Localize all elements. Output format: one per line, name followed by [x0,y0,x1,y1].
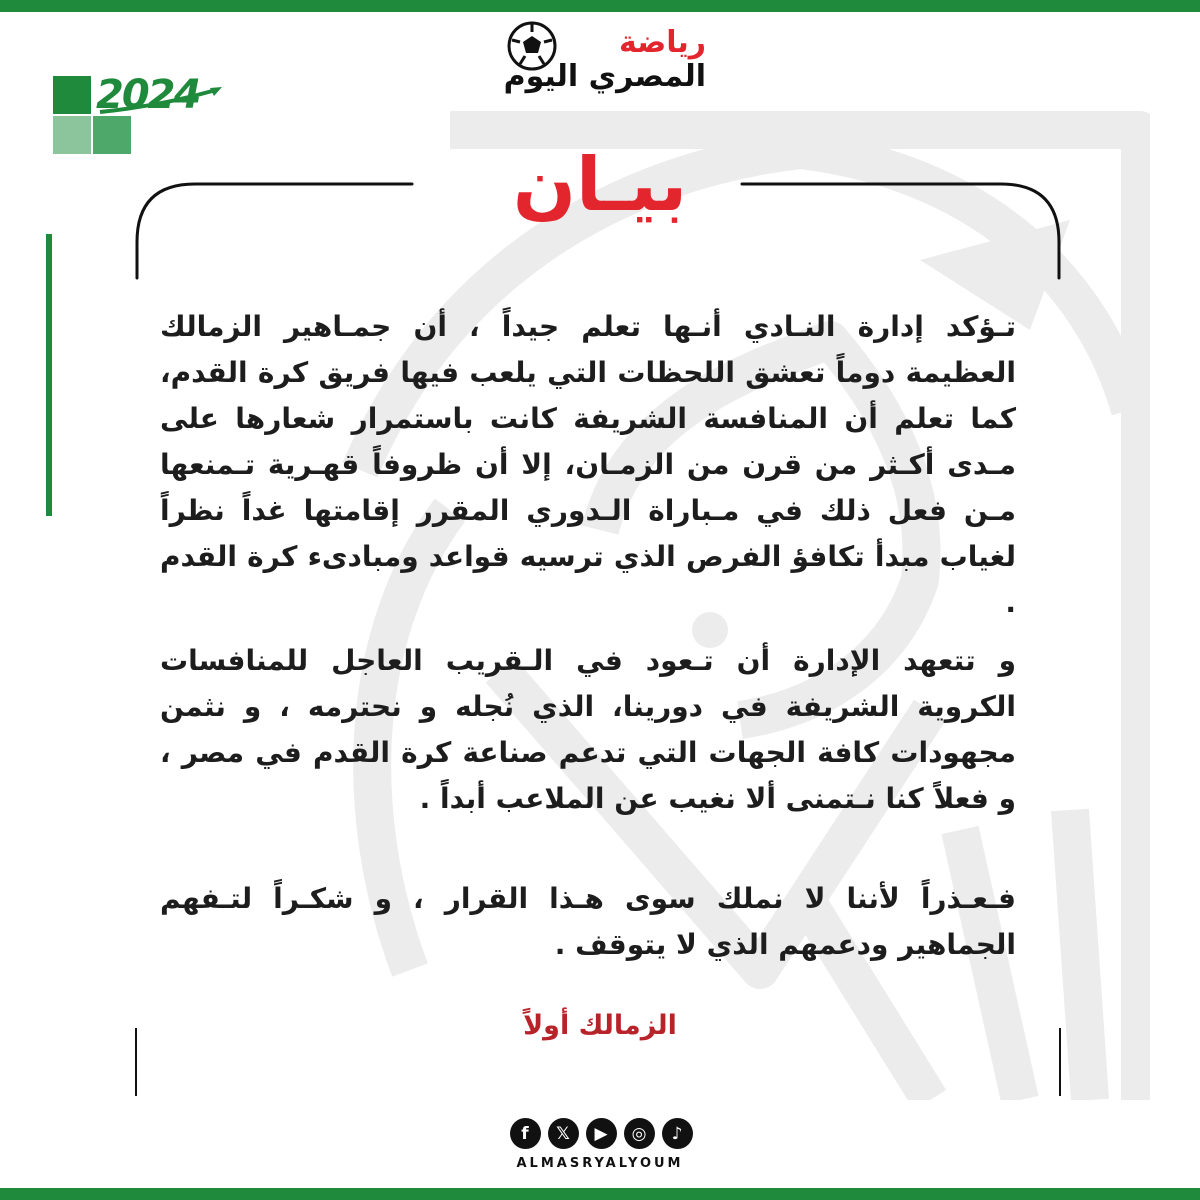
brand-logo [490,20,710,100]
year-2024-logo [50,72,230,162]
statement-paragraph-2: و تتعهد الإدارة أن تـعود في الـقريب العاجل للمنافسات الكروية الشريفة في دورينا، الذي نُجله و نحترمه ، و نثمن مجهودات كافة الجهات التي تدعم صناعة كرة القدم في مصر ، و فعلاً كنا نـتمنى ألا نغيب عن الملاعب أبداً . [160,644,1016,815]
website-name: ALMASRYALYOUM [516,1156,684,1171]
bottom-green-bar [0,1188,1200,1200]
social-icons [506,1118,696,1150]
statement-paragraph-3: فـعـذراً لأننا لا نملك سوى هـذا القرار ، و شكـراً لتـفهم الجماهير ودعمهم الذي لا يتوقف . [160,882,1016,961]
top-green-bar [0,0,1200,12]
left-green-accent [46,234,52,516]
x-icon[interactable]: 𝕏 [548,1118,579,1149]
tiktok-icon[interactable]: ♪ [662,1118,693,1149]
youtube-icon[interactable]: ▶ [586,1118,617,1149]
signature: الزمالك أولاً [523,1010,677,1041]
brand-line-2: المصري اليوم [503,59,706,94]
facebook-icon[interactable]: f [510,1118,541,1149]
instagram-icon[interactable]: ◎ [624,1118,655,1149]
statement-title: بيـان [512,142,688,228]
statement-paragraph-1: تـؤكد إدارة النـادي أنـها تعلم جيداً ، أن جمـاهير الزمالك العظيمة دوماً تعشق اللحظات التي يلعب فيها فريق كرة القدم، كما تعلم أن المنافسة الشريفة كانت باستمرار شعارها على مـدى أكـثر من قرن من الزمـان، إلا أن ظروفاً قهـرية تـمنعها مـن فعل ذلك في مـباراة الـدوري المقرر إقامتها غداً نظراً لغياب مبدأ تكافؤ الفرص الذي ترسيه قواعد ومبادىء كرة القدم . [160,310,1016,619]
year-text: 2024 [96,72,200,118]
brand-line-1: رياضة [619,25,706,60]
